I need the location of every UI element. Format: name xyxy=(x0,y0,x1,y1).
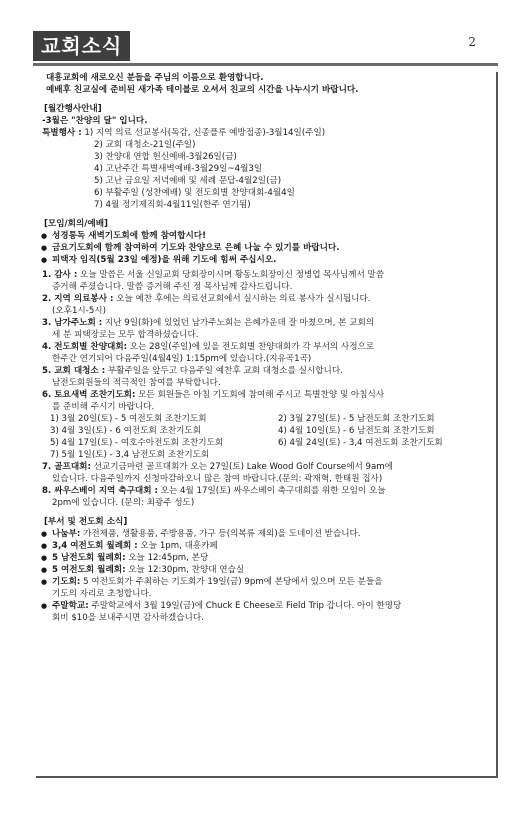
schedule-cell: 2) 3월 27일(토) - 5 남전도회 조찬기도회 xyxy=(278,414,435,424)
notice-text: 오는 28일(주일)에 있을 전도회별 찬양대회가 각 부서의 사정으로 xyxy=(129,342,375,352)
notice-item xyxy=(36,485,492,497)
monthly-theme: -3월은 "찬양의 달" 입니다. xyxy=(42,116,148,126)
events-label: 특별행사 : xyxy=(42,128,82,138)
notice-item xyxy=(36,293,492,305)
departments-heading: [부서 및 전도회 소식] xyxy=(44,517,128,527)
monthly-heading: [월간행사안내] xyxy=(44,104,102,114)
department-item xyxy=(36,552,492,564)
notice-text: 2pm에 있습니다. (문의: 최광주 성도) xyxy=(52,498,195,508)
notice-text: 모든 회원들은 아침 기도회에 참여해 주시고 특별찬양 및 아침식사 xyxy=(138,390,385,400)
department-label: 5 여전도회 월례회: xyxy=(52,565,126,575)
notice-item xyxy=(36,317,492,329)
schedule-cell: 5) 4월 17일(토) - 여호수아전도회 조찬기도회 xyxy=(50,438,224,448)
notice-item xyxy=(36,365,492,377)
department-item xyxy=(36,564,492,576)
meeting-bullet: ● 금요기도회에 함께 참여하여 기도와 찬양으로 은혜 나눌 수 있기를 바랍니다. xyxy=(36,242,492,254)
notice-text: 증거해 주셨습니다. 말씀 증거해 주신 정 목사님께 감사드립니다. xyxy=(52,282,293,292)
notice-text: 부활주일을 앞두고 다음주일 예찬후 교회 대청소를 실시합니다. xyxy=(107,366,343,376)
department-text: 5 여전도회가 주최하는 기도회가 19일(금) 9pm에 본당에서 있으며 모든 분들을 xyxy=(83,577,383,587)
meetings-heading: [모임/회의/예배] xyxy=(44,219,108,229)
schedule-cell: 7) 5월 1일(토) - 3,4 남전도회 조찬기도회 xyxy=(50,450,210,460)
notice-item xyxy=(36,341,492,353)
notice-label: 4. 전도회별 찬양대회: xyxy=(42,342,128,352)
meeting-bullet: ● 성경통독 새벽기도회에 함께 참여합시다! xyxy=(36,230,492,242)
event-item: 7) 4월 정기제직회-4월11일(한주 연기됨) xyxy=(94,200,251,210)
schedule-cell: 3) 4월 3일(토) - 6 여전도회 조찬기도회 xyxy=(50,426,202,436)
notice-text: 오는 4월 17일(토) 싸우스베이 축구대회를 위한 모임이 오늘 xyxy=(160,486,386,496)
department-text: 회비 $10을 보내주시면 감사하겠습니다. xyxy=(52,613,204,623)
event-item: 5) 고난 금요일 저녁예배 및 세례 문답-4월2일(금) xyxy=(94,176,282,186)
notice-text: 지난 9일(화)에 있었던 남가주노회는 은혜가운데 잘 마쳤으며, 본 교회의 xyxy=(104,318,375,328)
notice-text: 오늘 예찬 후에는 의료선교회에서 실시하는 의료 봉사가 실시됩니다. xyxy=(116,294,371,304)
event-item: 6) 부활주일 (성찬예배) 및 전도회별 찬양대회-4월4일 xyxy=(94,188,295,198)
notice-text: 선교기금마련 골프대회가 오는 27일(토) Lake Wood Golf Course에서 9am에 xyxy=(93,462,393,472)
event-item: 1) 지역 의료 선교봉사(독감, 신종플루 예방접종)-3월14일(주일) xyxy=(84,128,326,138)
event-item: 2) 교회 대청소-21일(주일) xyxy=(94,140,196,150)
notice-label: 6. 토요새벽 조찬기도회: xyxy=(42,390,136,400)
department-text: 오늘 1pm, 대흥카페 xyxy=(140,541,218,551)
notice-label: 8. 싸우스베이 지역 축구대회 : xyxy=(42,486,158,496)
page-number: 2 xyxy=(468,35,476,49)
notice-text: 오늘 말씀은 서울 신일교회 당회장이시며 황동노회장이신 정병업 목사님께서 말씀 xyxy=(80,270,385,280)
department-label: 나눔부: xyxy=(52,529,81,539)
department-text: 주말학교에서 3월 19일(금)에 Chuck E Cheese로 Field Trip 갑니다. 아이 한명당 xyxy=(91,601,402,611)
department-text: 오늘 12:45pm, 본당 xyxy=(128,553,209,563)
schedule-row xyxy=(36,437,492,449)
notice-item xyxy=(36,461,492,473)
department-label: 기도회: xyxy=(52,577,81,587)
notice-text: (오후1시-5시) xyxy=(52,306,106,316)
schedule-cell: 1) 3월 20일(토) - 5 여전도회 조찬기도회 xyxy=(50,414,207,424)
notice-item xyxy=(36,269,492,281)
department-label: 주말학교: xyxy=(52,601,89,611)
notice-item xyxy=(36,389,492,401)
page-header xyxy=(33,31,498,66)
notice-text: 남전도회원들의 적극적인 참여를 부탁합니다. xyxy=(52,378,221,388)
department-item xyxy=(36,600,492,612)
notice-text: 있습니다. 다음주일까지 신청마감하오니 많은 참여 바랍니다.(문의: 곽재혁, 한태원 집사) xyxy=(52,474,383,484)
department-item xyxy=(36,528,492,540)
schedule-row xyxy=(36,425,492,437)
department-text: 오늘 12:30pm, 찬양대 연습실 xyxy=(128,565,245,575)
welcome-line: 대흥교회에 새로오신 분들을 주님의 이름으로 환영합니다. xyxy=(46,73,264,83)
department-label: 3,4 여전도회 월례회 : xyxy=(52,541,138,551)
schedule-cell: 6) 4월 24일(토) - 3,4 여전도회 조찬기도회 xyxy=(278,438,443,448)
welcome-line: 예배후 친교실에 준비된 새가족 테이블로 오셔서 친교의 시간을 나누시기 바랍니다. xyxy=(46,85,359,95)
department-text: 가전제품, 생활용품, 주방용품, 가구 등(의복류 제외)을 도네이션 받습니다. xyxy=(83,529,361,539)
section-title: 교회소식 xyxy=(33,31,130,61)
notice-label: 2. 지역 의료봉사 : xyxy=(42,294,114,304)
schedule-cell: 4) 4월 10일(토) - 6 남전도회 조찬기도회 xyxy=(278,426,435,436)
notice-text: 를 준비해 주시기 바랍니다. xyxy=(52,402,155,412)
notice-label: 7. 골프대회: xyxy=(42,462,91,472)
department-label: 5 남전도회 월례회: xyxy=(52,553,126,563)
notice-text: 한주간 연기되어 다음주일(4월4일) 1:15pm에 있습니다.(지유곡1곡) xyxy=(52,354,312,364)
event-item: 4) 고난주간 특별새벽예배-3월29일~4월3일 xyxy=(94,164,263,174)
bulletin-content xyxy=(36,72,498,778)
notice-label: 3. 남가주노회 : xyxy=(42,318,103,328)
notice-label: 1. 감사 : xyxy=(42,270,78,280)
events-first-line xyxy=(36,127,492,139)
notice-label: 5. 교회 대청소 : xyxy=(42,366,106,376)
department-item xyxy=(36,540,492,552)
notice-text: 세 분 피택장로는 모두 합격하셨습니다. xyxy=(52,330,199,340)
schedule-row xyxy=(36,413,492,425)
meeting-bullet: ● 피택자 임직(5월 23일 예정)을 위해 기도에 힘써 주십시오. xyxy=(36,254,492,266)
schedule-row xyxy=(36,449,492,461)
department-text: 기도의 자리로 초청합니다. xyxy=(52,589,152,599)
event-item: 3) 찬양대 연합 헌신예배-3월26일(금) xyxy=(94,152,237,162)
department-item xyxy=(36,576,492,588)
